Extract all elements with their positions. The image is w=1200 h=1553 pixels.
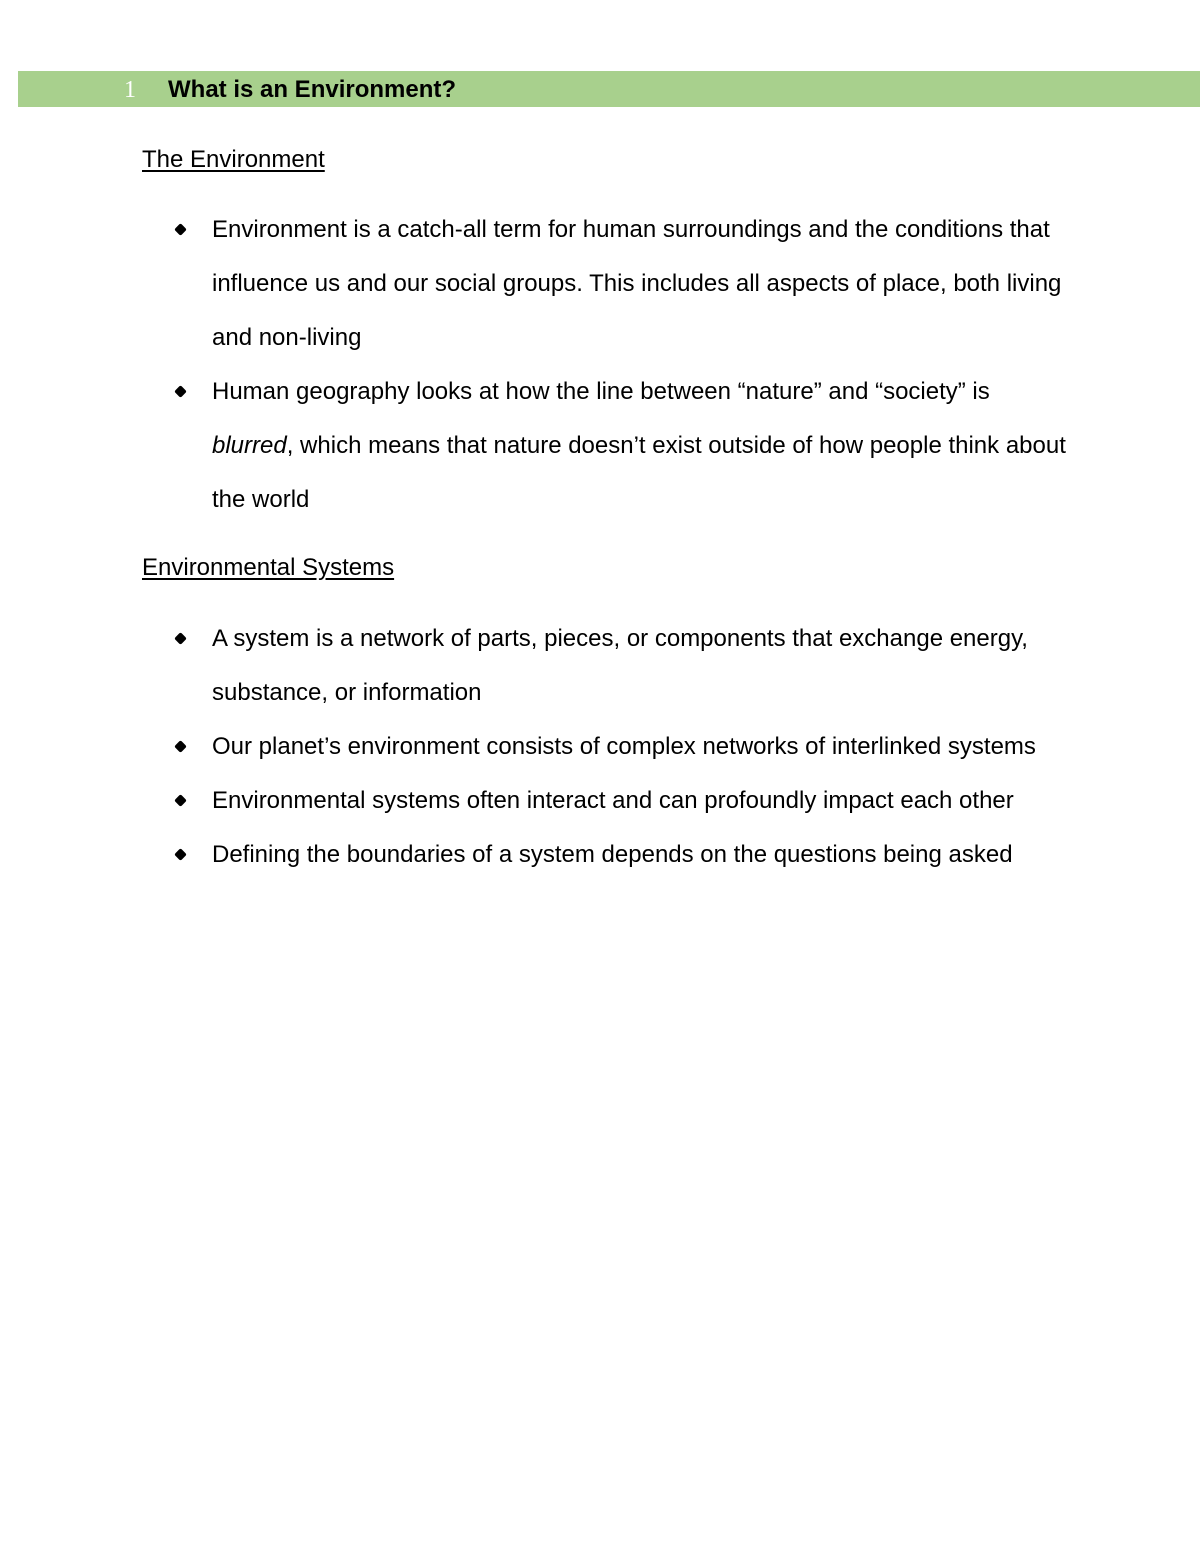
bullet-text-part: Human geography looks at how the line between “nature” and “society” is	[212, 378, 990, 405]
bullet-text	[212, 378, 1066, 513]
bullet-text: Defining the boundaries of a system depends on the questions being asked	[212, 841, 1013, 868]
list-item	[142, 203, 1072, 365]
bullet-text: Our planet’s environment consists of complex networks of interlinked systems	[212, 733, 1036, 760]
list-item	[142, 365, 1072, 527]
bullet-text: A system is a network of parts, pieces, or components that exchange energy, substance, or information	[212, 625, 1028, 706]
bullet-text: Environment is a catch-all term for human surroundings and the conditions that influence us and our social groups. This includes all aspects of place, both living and non-living	[212, 216, 1062, 351]
heading-title: What is an Environment?	[168, 76, 457, 103]
bullet-icon	[174, 223, 187, 236]
bullet-text-part: , which means that nature doesn’t exist outside of how people think about the world	[212, 432, 1066, 513]
bullet-text-emphasis: blurred	[212, 432, 287, 459]
systems-bullet-list	[142, 612, 1072, 882]
bullet-icon	[174, 632, 187, 645]
bullet-text: Environmental systems often interact and can profoundly impact each other	[212, 787, 1014, 814]
list-item	[142, 612, 1072, 720]
bullet-icon	[174, 794, 187, 807]
bullet-icon	[174, 385, 187, 398]
section-title-environment: The Environment	[142, 146, 325, 173]
list-item	[142, 720, 1072, 774]
list-item	[142, 774, 1072, 828]
list-item	[142, 828, 1072, 882]
environment-bullet-list	[142, 203, 1072, 527]
bullet-icon	[174, 740, 187, 753]
heading-number: 1	[124, 77, 136, 103]
bullet-icon	[174, 848, 187, 861]
section-title-systems: Environmental Systems	[142, 554, 395, 581]
